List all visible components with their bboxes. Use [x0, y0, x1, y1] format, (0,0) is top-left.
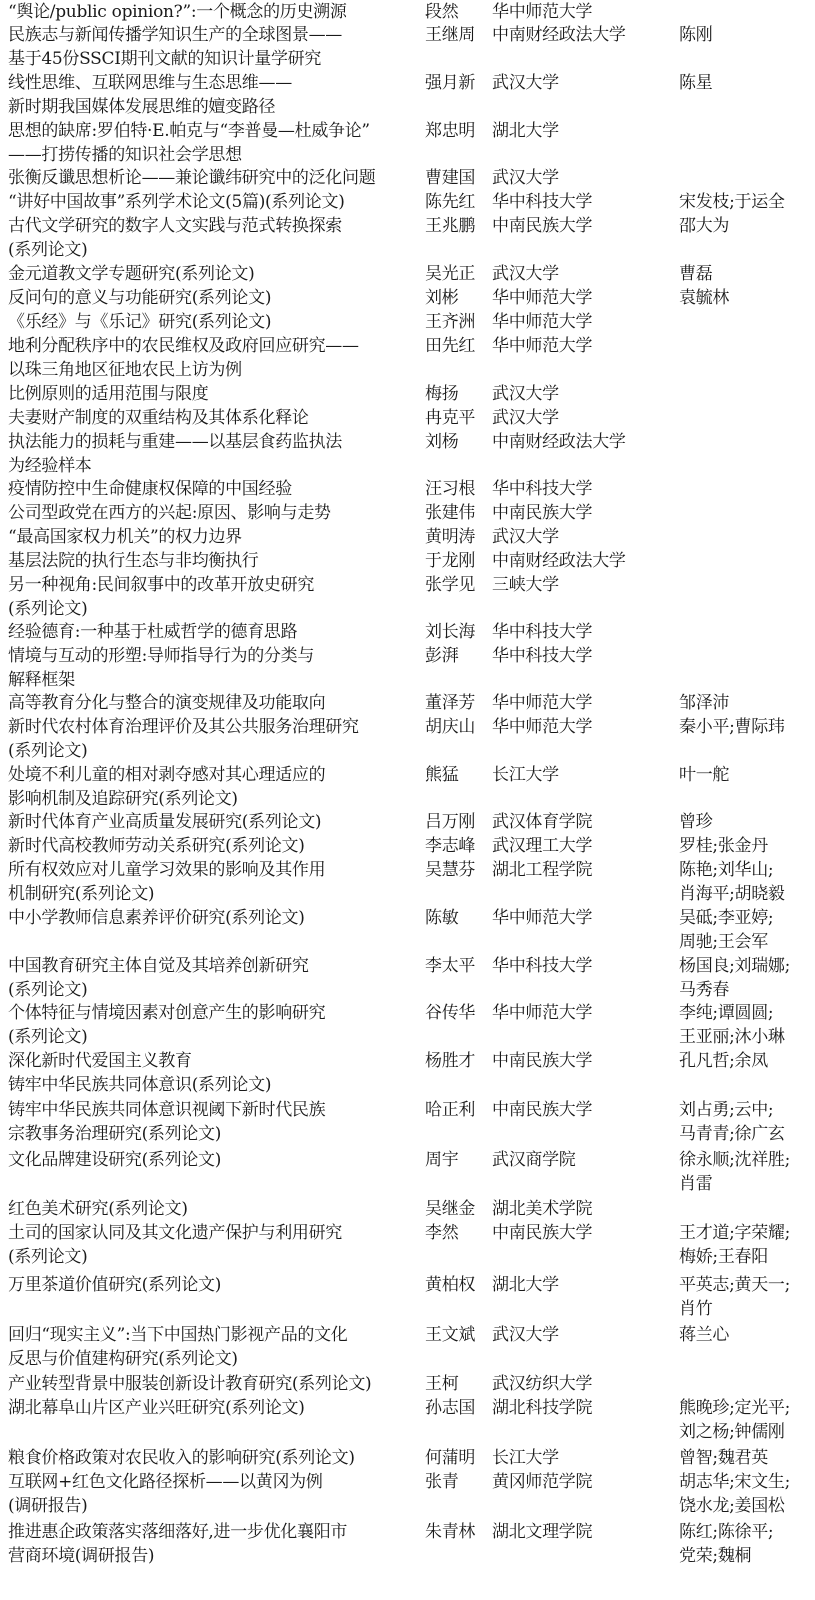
institution: 武汉体育学院 — [492, 812, 593, 832]
team-members: 罗桂;张金丹 — [679, 836, 768, 856]
institution: 武汉大学 — [492, 73, 559, 93]
project-title: 执法能力的损耗与重建——以基层食药监执法 为经验样本 — [8, 432, 342, 476]
institution: 华中科技大学 — [492, 192, 593, 212]
institution: 湖北大学 — [492, 121, 559, 141]
lead-author: 陈先红 — [425, 192, 476, 212]
project-title: 中小学教师信息素养评价研究(系列论文) — [8, 908, 305, 928]
lead-author: 陈敏 — [425, 908, 459, 928]
project-title: 民族志与新闻传播学知识生产的全球图景—— 基于45份SSCI期刊文献的知识计量学研究 — [8, 25, 342, 69]
lead-author: 张建伟 — [425, 503, 476, 523]
institution: 中南民族大学 — [492, 503, 593, 523]
project-title: 处境不利儿童的相对剥夺感对其心理适应的 影响机制及追踪研究(系列论文) — [8, 765, 326, 809]
institution: 武汉理工大学 — [492, 836, 593, 856]
institution: 华中师范大学 — [492, 2, 593, 22]
project-title: 情境与互动的形塑:导师指导行为的分类与 解释框架 — [8, 646, 315, 690]
institution: 武汉商学院 — [492, 1150, 576, 1170]
lead-author: 吴慧芬 — [425, 860, 476, 880]
project-title: “舆论/public opinion?”:一个概念的历史溯源 — [8, 2, 347, 22]
lead-author: 梅扬 — [425, 384, 459, 404]
team-members: 陈刚 — [679, 25, 713, 45]
project-title: 所有权效应对儿童学习效果的影响及其作用 机制研究(系列论文) — [8, 860, 326, 904]
project-title: 新时代高校教师劳动关系研究(系列论文) — [8, 836, 305, 856]
institution: 中南财经政法大学 — [492, 432, 626, 452]
project-title: 另一种视角:民间叙事中的改革开放史研究 (系列论文) — [8, 575, 315, 619]
project-title: 高等教育分化与整合的演变规律及功能取向 — [8, 693, 326, 713]
institution: 湖北工程学院 — [492, 860, 593, 880]
institution: 华中师范大学 — [492, 908, 593, 928]
project-title: 思想的缺席:罗伯特·E.帕克与“李普曼—杜威争论” ——打捞传播的知识社会学思想 — [8, 121, 370, 165]
project-title: 深化新时代爱国主义教育 铸牢中华民族共同体意识(系列论文) — [8, 1051, 272, 1095]
lead-author: 刘彬 — [425, 288, 459, 308]
lead-author: 吴继金 — [425, 1199, 476, 1219]
project-title: 新时代体育产业高质量发展研究(系列论文) — [8, 812, 322, 832]
lead-author: 哈正利 — [425, 1100, 476, 1120]
team-members: 李纯;谭圆圆; 王亚丽;沐小琳 — [679, 1003, 785, 1047]
lead-author: 李然 — [425, 1223, 459, 1243]
project-title: 推进惠企政策落实落细落好,进一步优化襄阳市 营商环境(调研报告) — [8, 1522, 348, 1566]
team-members: 刘占勇;云中; 马青青;徐广玄 — [679, 1100, 785, 1144]
project-title: 回归“现实主义”:当下中国热门影视产品的文化 反思与价值建构研究(系列论文) — [8, 1325, 348, 1369]
project-title: 个体特征与情境因素对创意产生的影响研究 (系列论文) — [8, 1003, 326, 1047]
project-title: 文化品牌建设研究(系列论文) — [8, 1150, 222, 1170]
institution: 黄冈师范学院 — [492, 1472, 593, 1492]
institution: 武汉大学 — [492, 408, 559, 428]
institution: 中南财经政法大学 — [492, 551, 626, 571]
lead-author: 冉克平 — [425, 408, 476, 428]
institution: 湖北文理学院 — [492, 1522, 593, 1542]
institution: 长江大学 — [492, 1448, 559, 1468]
project-title: 互联网+红色文化路径探析——以黄冈为例 (调研报告) — [8, 1472, 323, 1516]
lead-author: 杨胜才 — [425, 1051, 476, 1071]
institution: 中南民族大学 — [492, 1100, 593, 1120]
project-title: 万里茶道价值研究(系列论文) — [8, 1275, 222, 1295]
team-members: 平英志;黄天一; 肖竹 — [679, 1275, 791, 1319]
institution: 华中师范大学 — [492, 312, 593, 332]
team-members: 陈红;陈徐平; 党荣;魏桐 — [679, 1522, 774, 1566]
institution: 武汉大学 — [492, 168, 559, 188]
institution: 三峡大学 — [492, 575, 559, 595]
project-title: 反问句的意义与功能研究(系列论文) — [8, 288, 272, 308]
lead-author: 孙志国 — [425, 1398, 476, 1418]
lead-author: 朱青林 — [425, 1522, 476, 1542]
project-title: 公司型政党在西方的兴起:原因、影响与走势 — [8, 503, 331, 523]
lead-author: 张学见 — [425, 575, 476, 595]
lead-author: 王兆鹏 — [425, 216, 476, 236]
team-members: 叶一舵 — [679, 765, 730, 785]
project-title: 疫情防控中生命健康权保障的中国经验 — [8, 479, 292, 499]
institution: 中南民族大学 — [492, 1051, 593, 1071]
institution: 湖北科技学院 — [492, 1398, 593, 1418]
lead-author: 周宇 — [425, 1150, 459, 1170]
lead-author: 李志峰 — [425, 836, 476, 856]
institution: 华中科技大学 — [492, 956, 593, 976]
institution: 湖北大学 — [492, 1275, 559, 1295]
project-title: 夫妻财产制度的双重结构及其体系化释论 — [8, 408, 309, 428]
lead-author: 王柯 — [425, 1374, 459, 1394]
institution: 华中师范大学 — [492, 717, 593, 737]
project-title: 中国教育研究主体自觉及其培养创新研究 (系列论文) — [8, 956, 309, 1000]
lead-author: 强月新 — [425, 73, 476, 93]
project-title: 湖北幕阜山片区产业兴旺研究(系列论文) — [8, 1398, 305, 1418]
team-members: 王才道;字荣耀; 梅娇;王春阳 — [679, 1223, 791, 1267]
project-title: 新时代农村体育治理评价及其公共服务治理研究 (系列论文) — [8, 717, 359, 761]
team-members: 曾智;魏君英 — [679, 1448, 768, 1468]
team-members: 杨国良;刘瑞娜; 马秀春 — [679, 956, 791, 1000]
project-title: 产业转型背景中服装创新设计教育研究(系列论文) — [8, 1374, 372, 1394]
lead-author: 黄明涛 — [425, 527, 476, 547]
project-title: 金元道教文学专题研究(系列论文) — [8, 264, 255, 284]
team-members: 秦小平;曹际玮 — [679, 717, 785, 737]
institution: 中南民族大学 — [492, 216, 593, 236]
institution: 华中师范大学 — [492, 288, 593, 308]
institution: 武汉大学 — [492, 264, 559, 284]
project-title: “讲好中国故事”系列学术论文(5篇)(系列论文) — [8, 192, 345, 212]
lead-author: 郑忠明 — [425, 121, 476, 141]
lead-author: 田先红 — [425, 336, 476, 356]
lead-author: 段然 — [425, 2, 459, 22]
team-members: 胡志华;宋文生; 饶水龙;姜国松 — [679, 1472, 791, 1516]
lead-author: 黄柏权 — [425, 1275, 476, 1295]
team-members: 邵大为 — [679, 216, 730, 236]
project-title: 比例原则的适用范围与限度 — [8, 384, 209, 404]
team-members: 蒋兰心 — [679, 1325, 730, 1345]
project-title: 经验德育:一种基于杜威哲学的德育思路 — [8, 622, 298, 642]
project-title: 地利分配秩序中的农民维权及政府回应研究—— 以珠三角地区征地农民上访为例 — [8, 336, 359, 380]
lead-author: 吕万刚 — [425, 812, 476, 832]
institution: 长江大学 — [492, 765, 559, 785]
institution: 华中科技大学 — [492, 479, 593, 499]
team-members: 陈艳;刘华山; 肖海平;胡晓毅 — [679, 860, 785, 904]
team-members: 孔凡哲;余凤 — [679, 1051, 768, 1071]
team-members: 陈星 — [679, 73, 713, 93]
project-title: 土司的国家认同及其文化遗产保护与利用研究 (系列论文) — [8, 1223, 342, 1267]
institution: 武汉大学 — [492, 384, 559, 404]
project-title: 基层法院的执行生态与非均衡执行 — [8, 551, 259, 571]
institution: 武汉纺织大学 — [492, 1374, 593, 1394]
lead-author: 胡庆山 — [425, 717, 476, 737]
project-title: 古代文学研究的数字人文实践与范式转换探索 (系列论文) — [8, 216, 342, 260]
lead-author: 王继周 — [425, 25, 476, 45]
lead-author: 董泽芳 — [425, 693, 476, 713]
project-title: 《乐经》与《乐记》研究(系列论文) — [8, 312, 272, 332]
project-title: “最高国家权力机关”的权力边界 — [8, 527, 242, 547]
institution: 华中科技大学 — [492, 622, 593, 642]
lead-author: 张青 — [425, 1472, 459, 1492]
project-title: 张衡反谶思想析论——兼论谶纬研究中的泛化问题 — [8, 168, 376, 188]
project-title: 红色美术研究(系列论文) — [8, 1199, 188, 1219]
lead-author: 吴光正 — [425, 264, 476, 284]
lead-author: 于龙刚 — [425, 551, 476, 571]
institution: 中南财经政法大学 — [492, 25, 626, 45]
lead-author: 刘长海 — [425, 622, 476, 642]
lead-author: 刘杨 — [425, 432, 459, 452]
project-title: 粮食价格政策对农民收入的影响研究(系列论文) — [8, 1448, 355, 1468]
team-members: 曾珍 — [679, 812, 713, 832]
lead-author: 何蒲明 — [425, 1448, 476, 1468]
team-members: 宋发枝;于运全 — [679, 192, 785, 212]
institution: 武汉大学 — [492, 527, 559, 547]
project-title: 线性思维、互联网思维与生态思维—— 新时期我国媒体发展思维的嬗变路径 — [8, 73, 292, 117]
institution: 华中师范大学 — [492, 1003, 593, 1023]
lead-author: 熊猛 — [425, 765, 459, 785]
lead-author: 曹建国 — [425, 168, 476, 188]
team-members: 熊晚珍;定光平; 刘之杨;钟儒刚 — [679, 1398, 791, 1442]
team-members: 吴砥;李亚婷; 周驰;王会军 — [679, 908, 774, 952]
institution: 华中师范大学 — [492, 693, 593, 713]
institution: 华中师范大学 — [492, 336, 593, 356]
institution: 湖北美术学院 — [492, 1199, 593, 1219]
lead-author: 汪习根 — [425, 479, 476, 499]
team-members: 徐永顺;沈祥胜; 肖雷 — [679, 1150, 791, 1194]
institution: 中南民族大学 — [492, 1223, 593, 1243]
project-title: 铸牢中华民族共同体意识视阈下新时代民族 宗教事务治理研究(系列论文) — [8, 1100, 326, 1144]
team-members: 邹泽沛 — [679, 693, 730, 713]
institution: 华中科技大学 — [492, 646, 593, 666]
team-members: 曹磊 — [679, 264, 713, 284]
institution: 武汉大学 — [492, 1325, 559, 1345]
lead-author: 彭湃 — [425, 646, 459, 666]
lead-author: 谷传华 — [425, 1003, 476, 1023]
lead-author: 王齐洲 — [425, 312, 476, 332]
lead-author: 李太平 — [425, 956, 476, 976]
lead-author: 王文斌 — [425, 1325, 476, 1345]
team-members: 袁毓林 — [679, 288, 730, 308]
